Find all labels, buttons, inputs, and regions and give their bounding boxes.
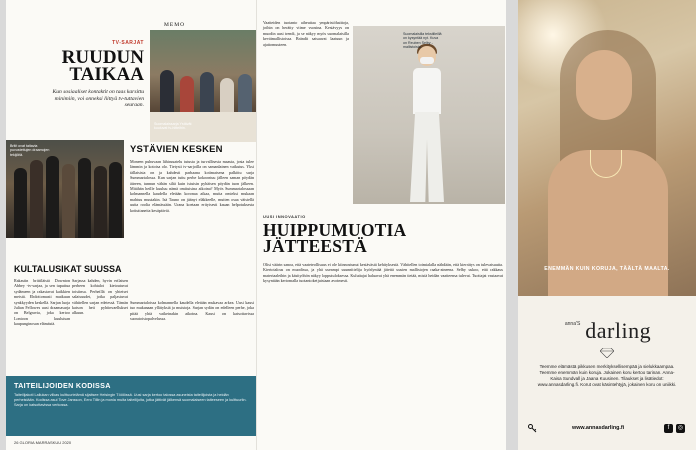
body-paragraph: Summartaloissa kolmannella kaudella eletään mukavaa arkea. Uusi kausi tuo mukanaan yllätyksiä ja muistoja. Sarjan sydän on edelleen perhe, joka pitää yhtä vaikeinakin aikoina. Kausi on katsottavissa suoratoistopalvelussa.: [130, 300, 254, 322]
box-body: Taiteilijakoti Lallukan vilkas kulttuurielämä sijaitsee Helsingin Töölössä. Uusi sarja kertoo talossa asuneista taiteilijoista ja heidän perheistään. Kodissa asui Tove Jansson, Eero Tillin ja monia muita taiteilijoita, jotka jättivät jälkensä suomalaiseen taiteeseen ja kulttuuriin. Sarja on katsottavissa verkossa.: [14, 393, 247, 407]
body-paragraph: Sarjassa kahden, hyvin erilaisen perheen kohtalot kietoutuvat toisiinsa. Perheillä on yhteiset salaisuudet, jotka paljastuvat vähitellen sarjan edetessä. Tämän katson heti pyhiinvaellukset alkuun.: [72, 278, 128, 316]
box-title: TAITEILIJOIDEN KODISSA: [14, 381, 111, 390]
memo-photo-caption: Suomalaissarja Ystävät kuuluvat tv-hitteihin.: [154, 122, 192, 131]
article-ystavat: [130, 144, 254, 213]
subheading: YSTÄVIEN KESKEN: [130, 144, 223, 155]
sidebar-box: [6, 376, 256, 436]
white-top: [413, 68, 441, 114]
ad-slogan: ENEMMÄN KUIN KORUJA, TÄÄLTÄ MAALTA.: [544, 266, 670, 272]
figure: [78, 158, 91, 238]
left-magazine-page: [6, 0, 256, 450]
caption-text: Suomalaisilla tekstiileillä on kysyntää nyt. Kuva on Reuben Selby -mallistoista.: [403, 32, 442, 49]
model-figure: [407, 46, 447, 204]
memo-label: MEMO: [164, 22, 186, 28]
face-mask: [420, 57, 434, 64]
fashion-model-photo: [353, 26, 505, 204]
figure: [62, 164, 75, 238]
page-title: RUUDUN TAIKAA: [61, 47, 144, 85]
key-icon: [528, 424, 537, 433]
instagram-icon[interactable]: ◎: [677, 425, 684, 431]
body-paragraph: Vaatteiden tuotanto aiheuttaa ympäristöhaittoja, joihin on herätty viime vuosina. Kestävyys on muodin uusi trendi, ja se näkyy myös suomalaisilla kevätmallistoissa. Brändit satsaavat laatuun ja ajattomuuteen.: [263, 20, 349, 47]
figure: [109, 162, 122, 238]
diamond-icon: [600, 348, 614, 358]
body-paragraph: Rakastin brittiläistä Downton Abbey -tv-sarjaa, ja sen tuputtua sydämeen ja rakastavat kaikkien meistä. Ehdottomasti matkuun synkkyyden keskellä. Sarjan luoja Julian Fellowes uusi draamasarja on Belgravia, joka kertoo Lontoon kuuluisan kaupunginosan elämästä.: [14, 278, 70, 327]
wide-trousers: [410, 112, 444, 202]
brand-logo: [558, 318, 658, 344]
article-title: HUIPPUMUOTIA JÄTTEESTÄ: [263, 220, 406, 256]
lede-text: Kun sosiaaliset kontaktit on taas karsittu minimiin, voi onneksi liittyä tv-tuttavien seuraan.: [52, 89, 144, 109]
section-kicker: UUSI INNOVAATIO: [263, 214, 306, 219]
drama-photo-caption: Britit ovat taitavia puvustettujen draamojen tekijöitä.: [10, 144, 50, 157]
fashion-photo-caption: [403, 32, 443, 49]
family-dinner-photo: [150, 30, 256, 142]
body-paragraph: Moneen puhuvaan lähiruuatelu tutusta ja turvallisesta maasta, josta tulee lämmin ja kotoisa olo. Tietysti tv-sarjoilla on samanlainen vaikutus. Yksi tällaisista on ja kahdesti parhaana kotimaisena palkittu sarja Summartalossa. Kun sarjan tuttu perhe kokoontuu jälleen saman pöydän ääreen, tunnun vähän siltä kuin istuisin pyhäisen pöydän tuon jälkeen. Mitähän heille kuuluu nämä omituisina aikoina? Myös Summartalossaan kolmannella kaudella eletään koronaa aikaa, mutta omieksi mukaan mahtuu muutakin. Isä Tauno on jäänyt eläkkeelle, mutten osaa väistellä uutta roolia elämässään. Urana koetaan erityisesti kauan helpotuksesta kotiuttaneita kesäpäiviä.: [130, 159, 254, 213]
figure: [46, 156, 59, 238]
ad-footer: [528, 424, 686, 434]
ad-copy: Teemme elämästä pikkusen merkityksellisempää ja sielukkaampaa. Teemme enemmän kuin koruja. Jokainen koru kertoo tarinan. Anna-Kaisa Sundvall ja Jaana Kuusinen. Tilaukset ja lisätiedot: www.annasdarling.fi. Korut ovat käsintehtyjä, jokainen koru on uniikki.: [537, 364, 677, 387]
page-folio: 26 GLORIA MARRASKUU 2020: [14, 440, 72, 445]
website-link[interactable]: www.annasdarling.fi: [572, 425, 625, 431]
logo-wordmark: darling: [585, 318, 652, 343]
figure: [94, 166, 107, 238]
subheading: KULTALUSIKAT SUUSSA: [14, 264, 122, 274]
jewellery-advert: [518, 0, 696, 450]
face: [576, 50, 632, 120]
section-kicker: TV-SARJAT: [112, 40, 144, 46]
headline-block: [48, 40, 144, 109]
right-magazine-page: [256, 0, 506, 450]
model-portrait-photo: [518, 0, 696, 296]
facebook-icon[interactable]: f: [664, 424, 673, 433]
figure: [30, 160, 43, 238]
figure: [14, 168, 27, 238]
logo-small: anna'S: [564, 321, 581, 327]
body-paragraph: Olisi väärin sanoa, että vaateteollisuus ei ole kiinnostunut kestävästä kehityksestä. Vähitellen toimialalla nähdään, että kierrätys on tulevaisuutta. Kiertotalous on muodissa, ja yhä useampi suunnittelija hyödyntää jätettä uusien mallistojen raaka-aineena. Selby uskoo, että rakkaus materiaaleihin ja käsityöhön näkyy lopputuloksessa. Kuluttajat haluavat yhä enemmän tietää, mistä heidän vaatteensa tulevat. Tuottajat vastaavat kysyntään kertomalla tuotantoketjuistaan avoimesti.: [263, 262, 503, 284]
